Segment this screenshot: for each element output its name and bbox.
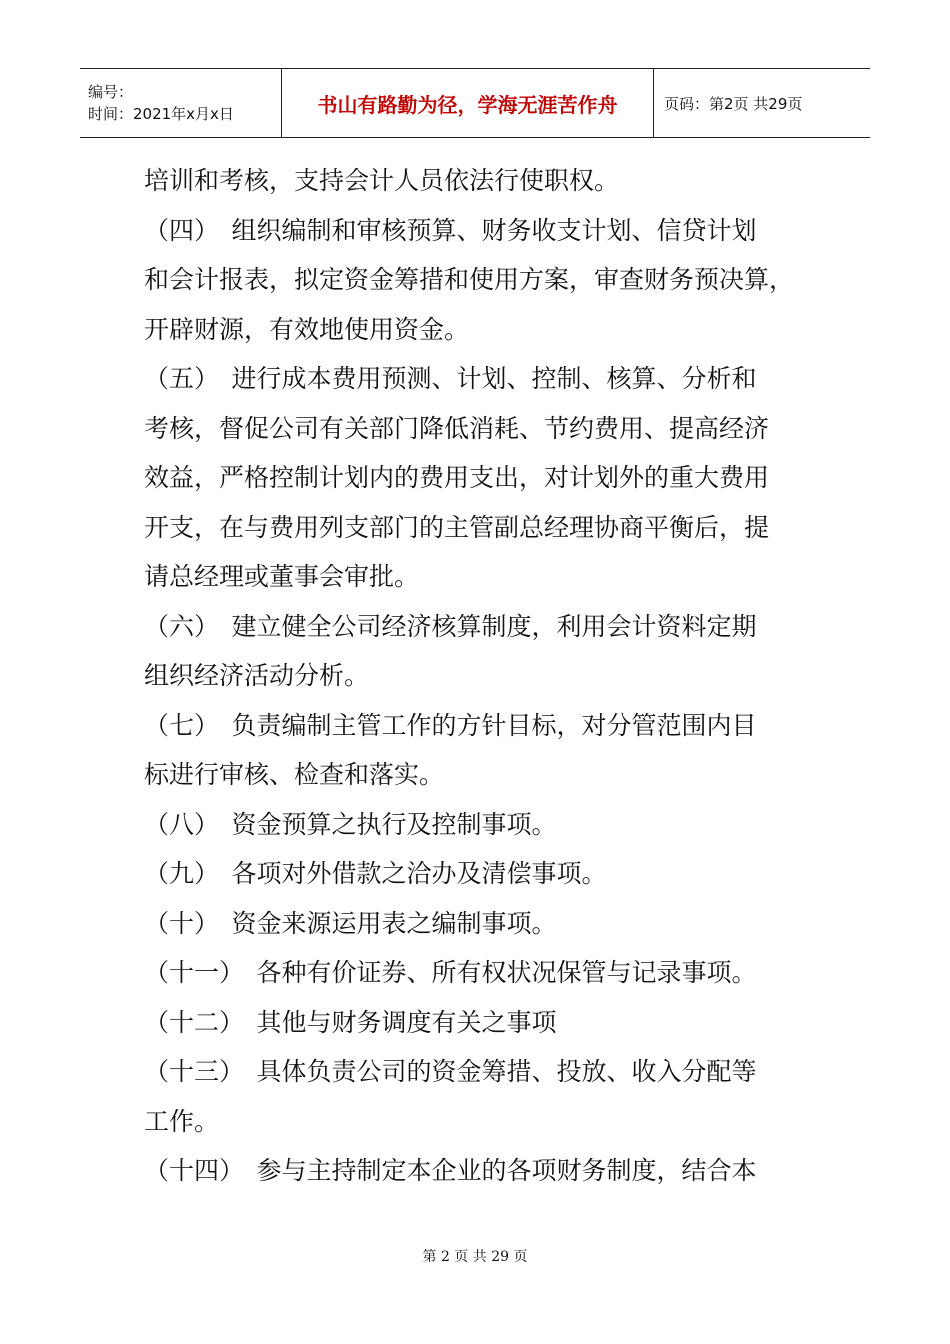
body-line: （十三） 具体负责公司的资金筹措、投放、收入分配等 — [144, 1057, 757, 1086]
document-body — [144, 156, 804, 1196]
body-line: （八） 资金预算之执行及控制事项。 — [144, 809, 557, 839]
body-line: （五） 进行成本费用预测、计划、控制、核算、分析和 — [144, 364, 757, 393]
body-line: （十） 资金来源运用表之编制事项。 — [144, 908, 557, 938]
body-line: 培训和考核，支持会计人员依法行使职权。 — [144, 166, 620, 195]
header-page-cell — [654, 69, 870, 137]
body-line: （七） 负责编制主管工作的方针目标，对分管范围内目 — [144, 710, 757, 740]
header-meta — [80, 69, 282, 137]
body-line: （九） 各项对外借款之洽办及清偿事项。 — [144, 859, 607, 888]
header-motto-cell — [282, 69, 654, 137]
body-line: 效益，严格控制计划内的费用支出，对计划外的重大费用 — [144, 463, 770, 492]
document-time-label: 时间：2021年x月x日 — [88, 105, 234, 123]
body-line: 开支，在与费用列支部门的主管副总经理协商平衡后，提 — [144, 512, 770, 542]
page-footer: 第 2 页 共 29 页 — [422, 1249, 528, 1265]
body-line: 标进行审核、检查和落实。 — [144, 760, 445, 789]
body-line: （十二） 其他与财务调度有关之事项 — [144, 1007, 557, 1037]
body-line: （四） 组织编制和审核预算、财务收支计划、信贷计划 — [144, 215, 757, 245]
body-line: 考核，督促公司有关部门降低消耗、节约费用、提高经济 — [144, 413, 770, 443]
page-header — [80, 68, 870, 138]
body-line: 和会计报表，拟定资金筹措和使用方案，审查财务预决算， — [144, 265, 795, 294]
body-line: 组织经济活动分析。 — [144, 661, 370, 690]
header-page-info: 页码：第2页 共29页 — [664, 94, 803, 113]
body-line: （十四） 参与主持制定本企业的各项财务制度，结合本 — [144, 1156, 757, 1185]
document-number-label: 编号： — [88, 83, 134, 101]
body-line: 开辟财源，有效地使用资金。 — [144, 314, 470, 344]
header-motto: 书山有路勤为径，学海无涯苦作舟 — [317, 92, 618, 117]
body-line: （六） 建立健全公司经济核算制度，利用会计资料定期 — [144, 611, 757, 641]
body-line: （十一） 各种有价证券、所有权状况保管与记录事项。 — [144, 958, 757, 987]
body-line: 工作。 — [144, 1106, 220, 1136]
body-line: 请总经理或董事会审批。 — [144, 562, 420, 591]
